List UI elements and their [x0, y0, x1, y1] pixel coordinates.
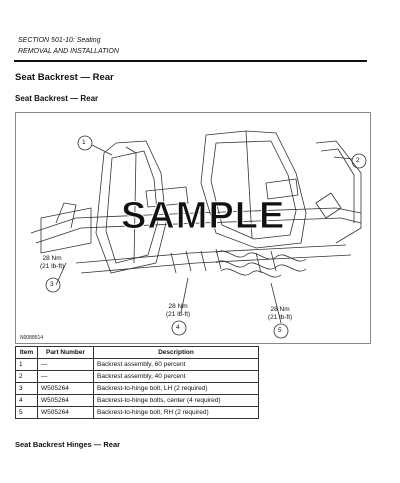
item-cell: 2	[16, 371, 38, 383]
parts-table	[15, 346, 259, 419]
torque-lbft: (21 lb-ft)	[268, 314, 293, 321]
section-label: SECTION 501-10: Seating	[18, 37, 101, 44]
figure-id: N0088514	[20, 335, 44, 341]
torque-spec-right	[268, 306, 292, 322]
part-number-cell: W505264	[38, 407, 94, 419]
table-header-row	[16, 347, 259, 359]
callout-3: 3	[50, 281, 54, 288]
torque-spec-left	[40, 255, 64, 271]
description-cell: Backrest-to-hinge bolts, center (4 required)	[94, 395, 259, 407]
torque-nm: 28 Nm	[42, 255, 62, 262]
description-cell: Backrest-to-hinge bolt, RH (2 required)	[94, 407, 259, 419]
column-header: Part Number	[38, 347, 94, 359]
table-row	[16, 371, 259, 383]
description-cell: Backrest assembly, 40 percent	[94, 371, 259, 383]
sample-watermark: SAMPLE	[121, 195, 286, 237]
table-row	[16, 407, 259, 419]
description-cell: Backrest assembly, 60 percent	[94, 359, 259, 371]
subsection-label: REMOVAL AND INSTALLATION	[18, 48, 119, 55]
next-section-heading: Seat Backrest Hinges — Rear	[15, 440, 121, 449]
header-rule	[14, 60, 367, 62]
part-number-cell: W505264	[38, 383, 94, 395]
column-header: Item	[16, 347, 38, 359]
torque-spec-center	[166, 303, 190, 319]
item-cell: 3	[16, 383, 38, 395]
callout-1: 1	[82, 139, 86, 146]
table-row	[16, 395, 259, 407]
part-number-cell: W505264	[38, 395, 94, 407]
torque-lbft: (21 lb-ft)	[166, 311, 191, 318]
torque-nm: 28 Nm	[168, 303, 188, 310]
table-row	[16, 359, 259, 371]
torque-lbft: (21 lb-ft)	[40, 263, 65, 270]
item-cell: 1	[16, 359, 38, 371]
column-header: Description	[94, 347, 259, 359]
item-cell: 5	[16, 407, 38, 419]
description-cell: Backrest-to-hinge bolt, LH (2 required)	[94, 383, 259, 395]
seat-backrest-illustration	[15, 112, 371, 344]
callout-2: 2	[356, 157, 360, 164]
callout-4: 4	[176, 324, 180, 331]
page-title: Seat Backrest — Rear	[15, 72, 114, 83]
figure-title: Seat Backrest — Rear	[15, 94, 99, 103]
part-number-cell: —	[38, 359, 94, 371]
part-number-cell: —	[38, 371, 94, 383]
torque-nm: 28 Nm	[270, 306, 290, 313]
table-row	[16, 383, 259, 395]
section-header	[18, 35, 119, 57]
item-cell: 4	[16, 395, 38, 407]
callout-5: 5	[278, 327, 282, 334]
